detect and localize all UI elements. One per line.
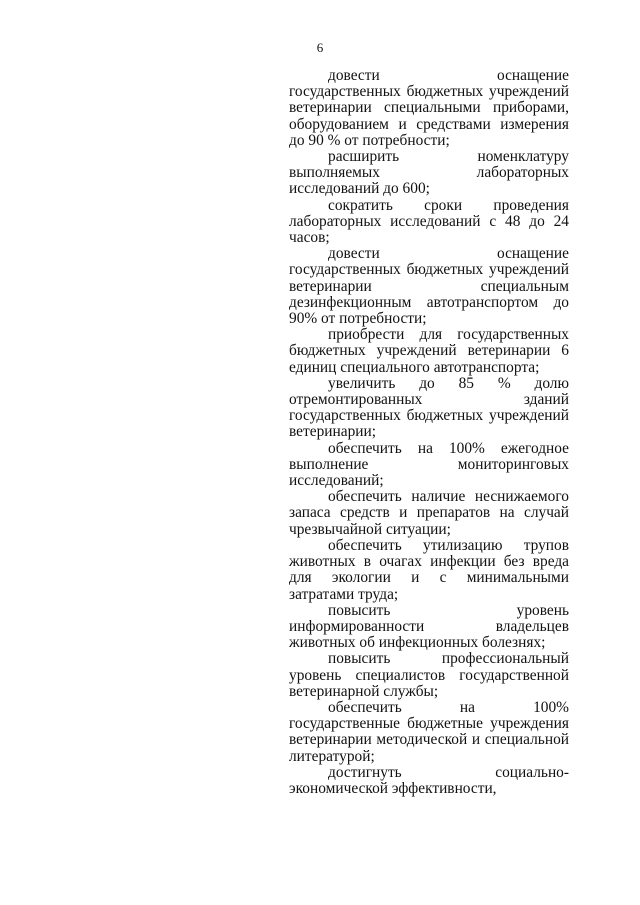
document-body bbox=[289, 68, 569, 797]
paragraph-efficiency: достигнуть социально-экономической эффективности, bbox=[289, 763, 569, 797]
paragraph-buildings-repair: увеличить до 85 % долю отремонтированных зданий государственных бюджетных учреждений ветеринарии; bbox=[289, 374, 569, 441]
paragraph-owner-awareness: повысить уровень информированности владельцев животных об инфекционных болезнях; bbox=[289, 601, 569, 652]
paragraph-literature: обеспечить на 100% государственные бюджетные учреждения ветеринарии методической и специальной литературой; bbox=[289, 698, 569, 765]
paragraph-disinfection-vehicles: довести оснащение государственных бюджетных учреждений ветеринарии специальным дезинфекционным автотранспортом до 90% от потребности; bbox=[289, 245, 569, 328]
paragraph-reserve-stock: обеспечить наличие неснижаемого запаса средств и препаратов на случай чрезвычайной ситуации; bbox=[289, 488, 569, 538]
paragraph-lab-range: расширить номенклатуру выполняемых лабораторных исследований до 600; bbox=[289, 148, 569, 198]
paragraph-staff-qualification: повысить профессиональный уровень специалистов государственной ветеринарной службы; bbox=[289, 650, 569, 700]
paragraph-special-vehicles: приобрести для государственных бюджетных учреждений ветеринарии 6 единиц специального автотранспорта; bbox=[289, 326, 569, 376]
page-number: 6 bbox=[316, 40, 324, 55]
paragraph-monitoring: обеспечить на 100% ежегодное выполнение мониторинговых исследований; bbox=[289, 439, 569, 490]
paragraph-carcass-disposal: обеспечить утилизацию трупов животных в очагах инфекции без вреда для экологии и с минимальными затратами труда; bbox=[289, 536, 569, 603]
paragraph-lab-time: сократить сроки проведения лабораторных исследований с 48 до 24 часов; bbox=[289, 196, 569, 247]
paragraph-equipment: довести оснащение государственных бюджетных учреждений ветеринарии специальными приборами, оборудованием и средствами измерения до 90 % от потребности; bbox=[289, 67, 569, 149]
